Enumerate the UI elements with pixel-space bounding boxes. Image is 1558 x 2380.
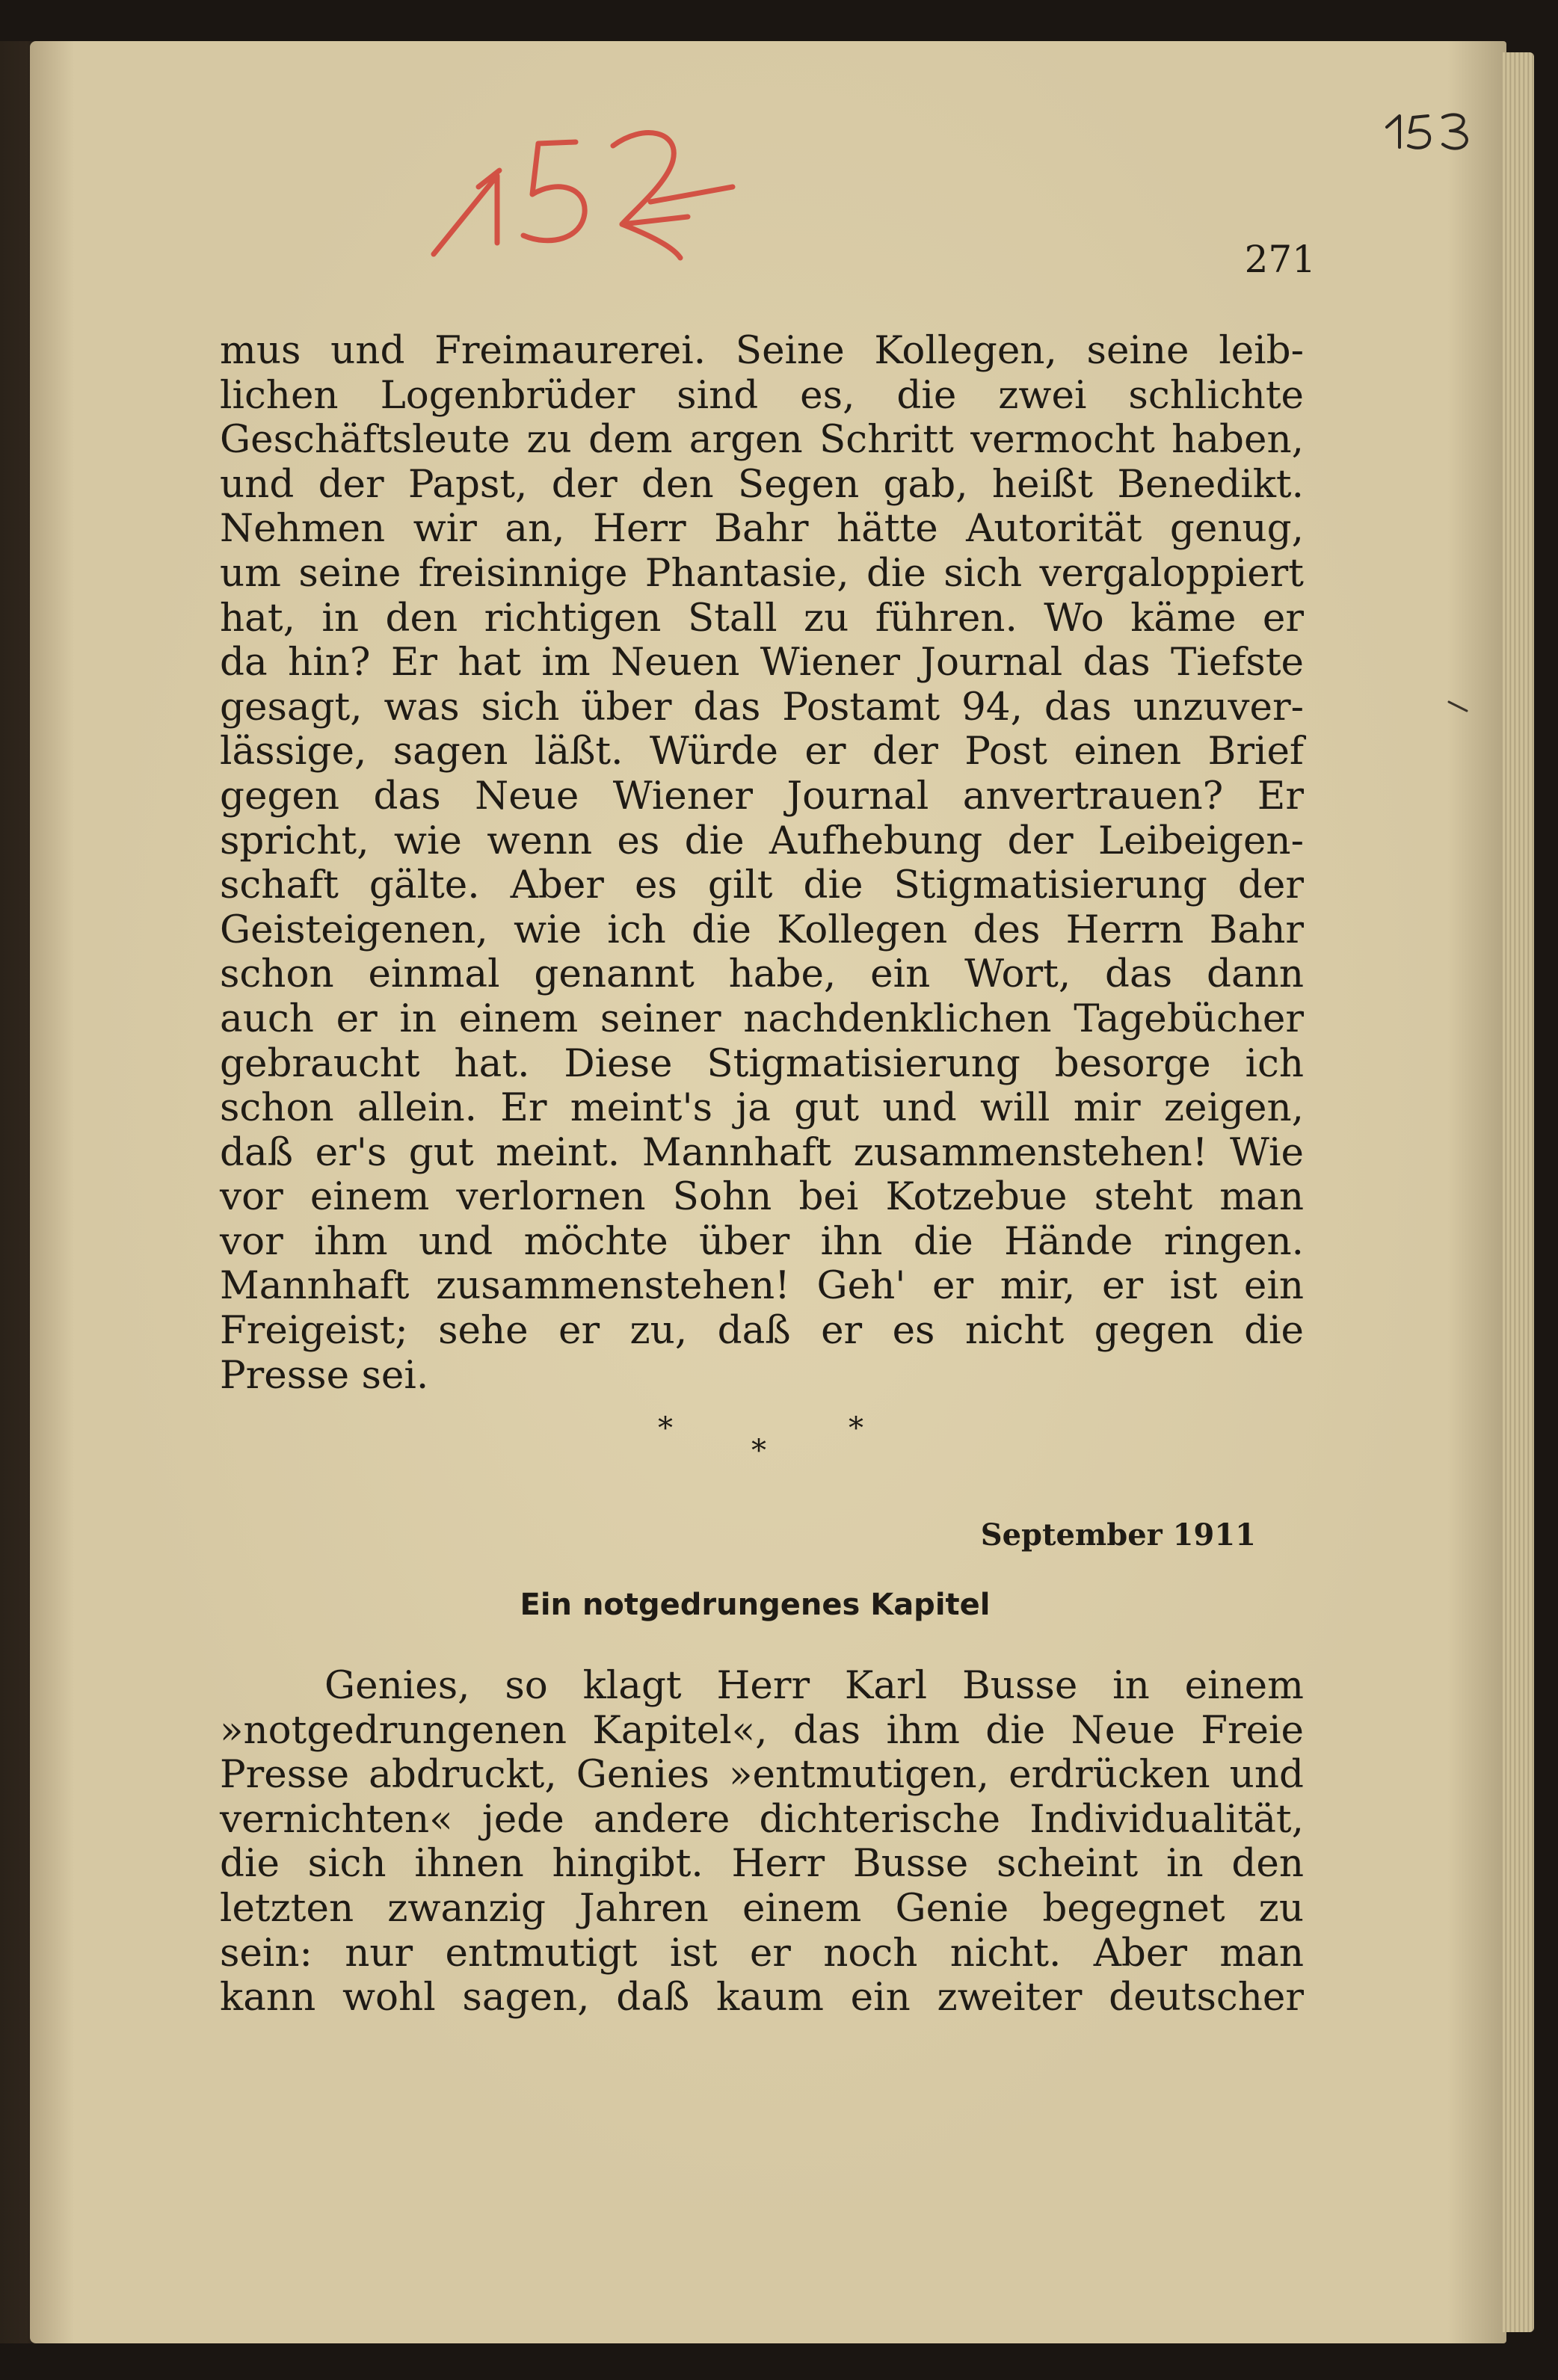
text-line: gebraucht hat. Diese Stigmatisierung besorge ich xyxy=(220,1041,1304,1086)
text-line: vor einem verlornen Sohn bei Kotzebue steht man xyxy=(220,1174,1304,1220)
text-line: schon einmal genannt habe, ein Wort, das dann xyxy=(220,952,1304,997)
text-line: auch er in einem seiner nachdenklichen Tagebücher xyxy=(220,996,1304,1041)
text-line: lässige, sagen läßt. Würde er der Post einen Brief xyxy=(220,729,1304,774)
asterisk: * xyxy=(658,1411,673,1446)
text-line: Mannhaft zusammenstehen! Geh' er mir, er ist ein xyxy=(220,1263,1304,1309)
text-line: und der Papst, der den Segen gab, heißt Benedikt. xyxy=(220,461,1304,507)
text-line: daß er's gut meint. Mannhaft zusammenstehen! Wie xyxy=(220,1129,1304,1175)
text-line: Presse sei. xyxy=(220,1352,429,1398)
text-line: schon allein. Er meint's ja gut und will mir zeigen, xyxy=(220,1085,1304,1131)
text-line: mus und Freimaurerei. Seine Kollegen, seine leib- xyxy=(220,328,1304,373)
paragraph-2 xyxy=(220,1664,1304,2020)
text-line: kann wohl sagen, daß kaum ein zweiter deutscher xyxy=(220,1975,1304,2020)
text-line: gesagt, was sich über das Postamt 94, das unzuver- xyxy=(220,684,1304,730)
text-line: Geschäftsleute zu dem argen Schritt vermocht haben, xyxy=(220,417,1304,463)
section-date: September 1911 xyxy=(980,1517,1256,1553)
text-line: schaft gälte. Aber es gilt die Stigmatisierung der xyxy=(220,863,1304,908)
text-line: gegen das Neue Wiener Journal anvertrauen? Er xyxy=(220,773,1304,818)
text-line: Geisteigenen, wie ich die Kollegen des Herrn Bahr xyxy=(220,907,1304,952)
asterisk: * xyxy=(849,1411,863,1446)
text-line: Freigeist; sehe er zu, daß er es nicht gegen die xyxy=(220,1308,1304,1354)
page-edges xyxy=(1503,52,1534,2332)
text-line: Nehmen wir an, Herr Bahr hätte Autorität genug, xyxy=(220,506,1304,552)
text-line: Presse abdruckt, Genies »entmutigen, erdrücken und xyxy=(220,1752,1304,1798)
red-handwritten-folio xyxy=(426,105,770,262)
section-separator xyxy=(628,1411,875,1468)
text-line: da hin? Er hat im Neuen Wiener Journal das Tiefste xyxy=(220,640,1304,685)
chapter-title: Ein notgedrungenes Kapitel xyxy=(520,1588,991,1622)
text-line: »notgedrungenen Kapitel«, das ihm die Neue Freie xyxy=(220,1707,1304,1753)
text-line: lichen Logenbrüder sind es, die zwei schlichte xyxy=(220,372,1304,418)
page-number: 271 xyxy=(1244,238,1316,281)
text-line: vernichten« jede andere dichterische Individualität, xyxy=(220,1796,1304,1842)
pencil-mark xyxy=(1447,699,1470,714)
text-line: spricht, wie wenn es die Aufhebung der Leibeigen- xyxy=(220,818,1304,863)
paragraph-1 xyxy=(220,329,1304,1398)
text-line: die sich ihnen hingibt. Herr Busse scheint in den xyxy=(220,1841,1304,1887)
asterisk: * xyxy=(751,1434,766,1468)
text-line: um seine freisinnige Phantasie, die sich vergaloppiert xyxy=(220,550,1304,596)
text-line: vor ihm und möchte über ihn die Hände ringen. xyxy=(220,1218,1304,1264)
text-line: hat, in den richtigen Stall zu führen. Wo käme er xyxy=(220,595,1304,641)
pencil-handwritten-folio xyxy=(1383,108,1477,153)
text-line: sein: nur entmutigt ist er noch nicht. Aber man xyxy=(220,1930,1304,1976)
text-line: Genies, so klagt Herr Karl Busse in einem xyxy=(324,1663,1304,1708)
text-line: letzten zwanzig Jahren einem Genie begegnet zu xyxy=(220,1885,1304,1931)
